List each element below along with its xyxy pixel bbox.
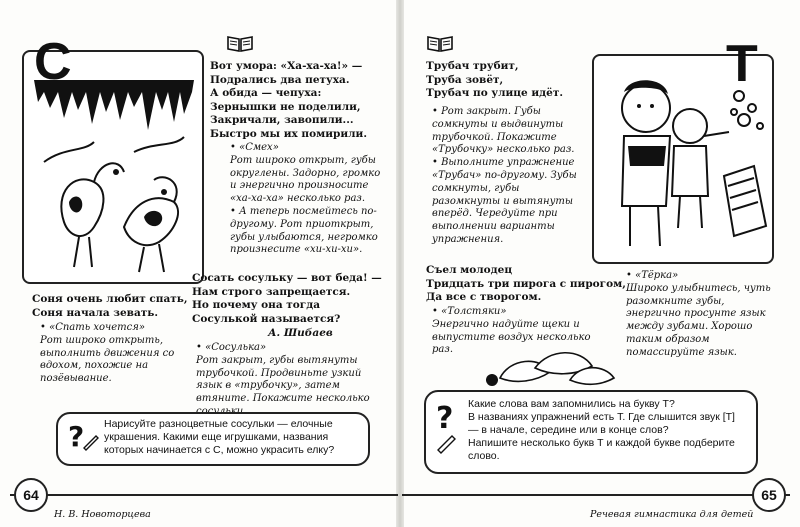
exercise-grater-text: Широко улыбнитесь, чуть разомкните зубы, энергично просунте язык между зубами. Хорошо таким образом помассируйте язык. [626, 282, 771, 358]
question-left-text: Нарисуйте разноцветные сосульки — елочные украшения. Какими еще игрушками, названия которых начинается с С, можно украсить елку? [104, 418, 335, 456]
question-pencil-icon [64, 418, 100, 456]
question-pencil-icon-right [430, 398, 466, 460]
book-icon [226, 33, 254, 53]
page-number-left: 64 [14, 478, 48, 512]
exercise-laugh-text: Рот широко открыт, губы округлены. Задорно, громко и энергично произносите «ха-ха-ха» несколько раз. [230, 154, 381, 205]
exercise-sleep [40, 322, 188, 386]
poem-roosters: Вот умора: «Ха-ха-ха!» — Подрались два петуха. А обида — чепуха: Зернышки не поделили, Закричали, завопили... Быстро мы их помирили. [210, 60, 367, 140]
footer-line-left [10, 494, 398, 496]
exercise-trumpet [432, 106, 586, 247]
letter-s: С [34, 33, 72, 91]
page-number-right: 65 [752, 478, 786, 512]
svg-text:?: ? [436, 401, 454, 436]
exercise-cheeks-text: Энергично надуйте щеки и выпустите воздух несколько раз. [432, 318, 591, 356]
poem-icicle-author: А. Шибаев [268, 327, 333, 339]
exercise-laugh-text2: • А теперь посмейтесь по-другому. Рот приоткрыт, губы улыбаются, негромко произнесите «хи-хи-хи». [230, 206, 388, 257]
exercise-laugh [230, 142, 388, 257]
exercise-trumpet-text1: • Рот закрыт. Губы сомкнуты и выдвинуты трубочкой. Покажите «Трубочку» несколько раз. [432, 106, 586, 157]
dumplings-illustration [480, 338, 620, 390]
exercise-icicle-text: Рот закрыт, губы вытянуты трубочкой. Продвиньте узкий язык в «трубочку», затем втяните. Покажите несколько [196, 354, 370, 405]
svg-text:?: ? [68, 420, 85, 453]
poem-pie: Съел молодец Тридцать три пирога с пирогом, Да все с творогом. [426, 264, 626, 304]
exercise-icicle-title: • «Сосулька» [196, 342, 386, 355]
exercise-sleep-title: • «Спать хочется» [40, 322, 188, 335]
question-right-text: Какие слова вам запомнились на букву Т? В названиях упражнений есть Т. Где слышится звук [Т] — в начале, середине или в конце слов? Напишите несколько букв Т и каждой букве подберите слово. [468, 398, 735, 462]
exercise-laugh-title: • «Смех» [230, 142, 388, 155]
exercise-grater-title: • «Тёрка» [626, 270, 776, 283]
exercise-sleep-text: Рот широко открыть, выполнить движения со вдохом, похожие на позёвывание. [40, 334, 175, 385]
poem-icicle: Сосать сосульку — вот беда! — Нам строго запрещается. Но почему она тогда Сосулькой называется? [192, 272, 382, 325]
footer-title: Речевая гимнастика для детей [590, 509, 754, 520]
letter-t: Т [726, 35, 758, 93]
footer-author: Н. В. Новоторцева [54, 509, 151, 520]
exercise-grater [626, 270, 776, 360]
left-page [0, 0, 398, 527]
footer-line-right [402, 494, 790, 496]
poem-sleep: Соня очень любит спать, Соня начала зевать. [32, 293, 188, 319]
exercise-cheeks-title: • «Толстяки» [432, 306, 610, 319]
book-icon-right [426, 33, 454, 53]
exercise-icicle [196, 342, 386, 419]
right-page [402, 0, 800, 527]
poem-trumpet: Трубач трубит, Труба зовёт, Трубач по улице идёт. [426, 60, 564, 100]
exercise-trumpet-text2: • Выполните упражнение «Трубач» по-другому. Зубы сомкнуты, губы разомкнуты и вытянуты вперёд. Чередуйте при выполнении варианты упражнения. [432, 157, 586, 247]
